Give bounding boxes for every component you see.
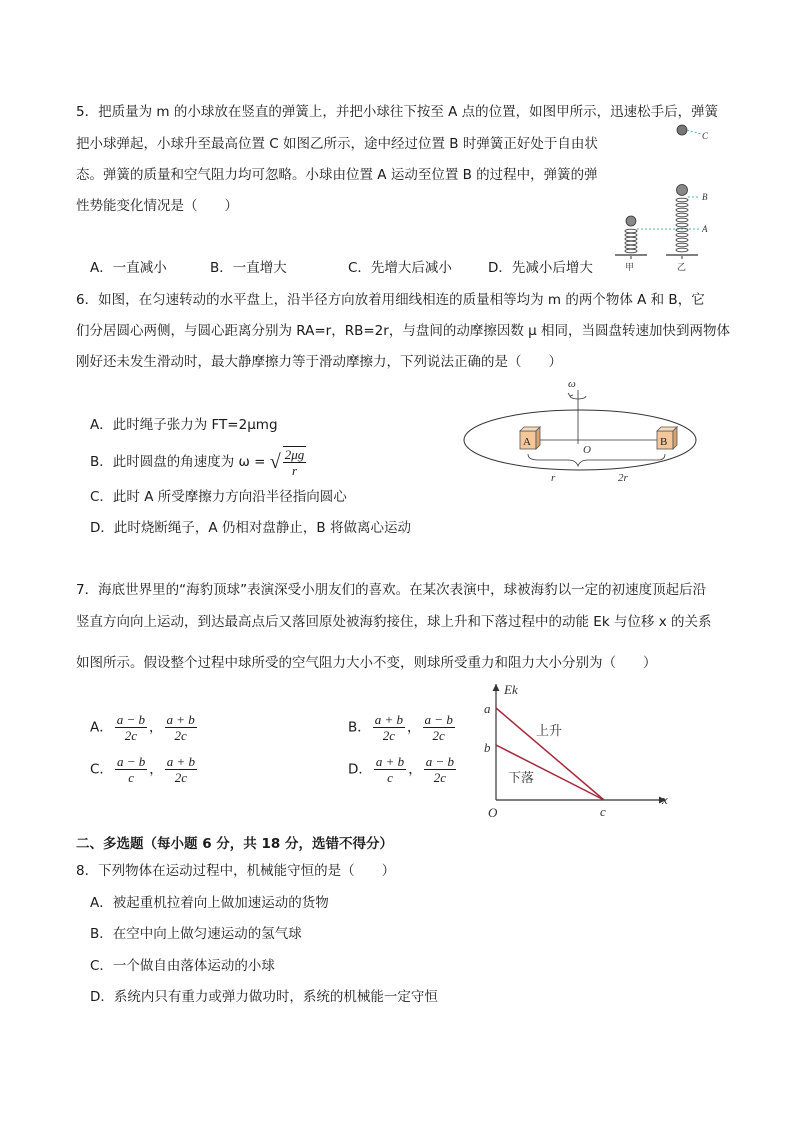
- label-jia: 甲: [625, 262, 635, 272]
- q6-line-3: 刚好还未发生滑动时，最大静摩擦力等于滑动摩擦力，下列说法正确的是（ ）: [76, 354, 562, 370]
- q7-a-f2-num: a + b: [166, 712, 195, 727]
- q7-b-f1-den: 2c: [382, 728, 396, 743]
- ball-jia-icon: [626, 216, 636, 226]
- q7-line-1: 7．海底世界里的“海豹顶球”表演深受小朋友们的喜欢。在某次表演中，球被海豹以一定的初速度顶起后沿: [76, 582, 707, 598]
- q7-energy-graph: [478, 676, 678, 822]
- label-c: C: [702, 131, 709, 141]
- q6-option-a: A．此时绳子张力为 FT=2μmg: [90, 417, 278, 433]
- q7-c-sep: ，: [149, 761, 163, 778]
- q5-line-4: 性势能变化情况是（ ）: [76, 198, 238, 214]
- sqrt-denominator: r: [291, 463, 298, 479]
- q7-b-f2-den: 2c: [432, 728, 445, 743]
- q7-option-d: [348, 754, 458, 785]
- q5-line-3: 态。弹簧的质量和空气阻力均可忽略。小球由位置 A 运动至位置 B 的过程中，弹簧的弹: [76, 167, 598, 183]
- q6-option-c: C．此时 A 所受摩擦力方向沿半径指向圆心: [90, 489, 347, 505]
- sqrt-expression: √ $\frac{2\mu g}{r}$: [269, 447, 305, 479]
- q5-line-1: 5．把质量为 m 的小球放在竖直的弹簧上，并把小球往下按至 A 点的位置，如图甲所示，迅速松手后，弹簧: [76, 104, 719, 120]
- q7-c-f2-den: 2c: [174, 770, 187, 785]
- q7-option-c: [90, 754, 199, 785]
- q7-option-a: [90, 712, 199, 743]
- distance-brace-icon: [528, 454, 665, 466]
- q7-b-sep: ，: [407, 719, 421, 736]
- tick-a-label: a: [484, 701, 491, 716]
- q8-stem: 8．下列物体在运动过程中，机械能守恒的是（ ）: [76, 863, 396, 879]
- q7-d-f2-den: 2c: [433, 770, 446, 785]
- q7-c-f2-num: a + b: [166, 754, 195, 769]
- q7-d-sep: ，: [408, 761, 422, 778]
- q7-b-f1-num: a + b: [374, 712, 404, 727]
- q5-option-a: A．一直减小: [90, 260, 167, 276]
- q7-d-f2-num: a − b: [425, 754, 454, 769]
- omega-label: ω: [568, 378, 576, 390]
- center-label: O: [583, 444, 591, 456]
- sqrt-numerator: 2μg: [284, 447, 305, 463]
- q7-d-f1-num: a + b: [375, 754, 405, 769]
- q7-option-b: [348, 712, 457, 743]
- q5-option-b: B．一直增大: [210, 260, 287, 276]
- origin-label: O: [488, 805, 498, 820]
- tick-c-label: c: [600, 804, 606, 819]
- q5-line-2: 把小球弹起，小球升至最高位置 C 如图乙所示，途中经过位置 B 时弹簧正好处于自由状: [76, 136, 598, 152]
- q7-c-f1-den: c: [128, 770, 134, 785]
- rise-label: 上升: [536, 723, 563, 738]
- q7-a-sep: ，: [149, 719, 163, 736]
- q6-line-2: 们分居圆心两侧，与圆心距离分别为 RA=r，RB=2r，与盘间的动摩擦因数 μ 相同，当圆盘转速加快到两物体: [76, 323, 730, 339]
- q5-option-c: C．先增大后减小: [348, 260, 452, 276]
- block-b-icon: [657, 427, 677, 449]
- q8-option-c: C．一个做自由落体运动的小球: [90, 958, 275, 974]
- tick-b-label: b: [484, 740, 491, 755]
- q8-option-d: D．系统内只有重力或弹力做功时，系统的机械能一定守恒: [90, 989, 438, 1005]
- y-axis-label: Ek: [504, 682, 518, 697]
- q6-disk-figure: [458, 374, 718, 494]
- q7-option-d-label: D．: [348, 761, 372, 778]
- q7-d-f1-den: c: [387, 770, 393, 785]
- distance-a-label: r: [551, 472, 556, 484]
- block-a-icon: [520, 427, 540, 449]
- q5-option-d: D．先减小后增大: [488, 260, 593, 276]
- label-b: B: [702, 192, 708, 202]
- q7-option-b-label: B．: [348, 719, 371, 736]
- q6-line-1: 6．如图，在匀速转动的水平盘上，沿半径方向放着用细线相连的质量相等均为 m 的两个物体 A 和 B，它: [76, 292, 705, 308]
- ball-yi-icon: [677, 185, 688, 196]
- q7-option-c-label: C．: [90, 761, 113, 778]
- q7-c-f1-num: a − b: [116, 754, 146, 769]
- label-yi: 乙: [677, 262, 687, 272]
- block-b-label: B: [660, 436, 668, 448]
- q7-option-a-label: A．: [90, 719, 113, 736]
- q8-option-b: B．在空中向上做匀速运动的氢气球: [90, 926, 302, 942]
- label-a: A: [702, 224, 708, 234]
- q6-option-b-text: B．此时圆盘的角速度为 ω =: [90, 454, 266, 471]
- q7-line-2: 竖直方向向上运动，到达最高点后又落回原处被海豹接住，球上升和下落过程中的动能 Ek 与位移 x 的关系: [76, 614, 712, 630]
- fall-label: 下落: [508, 770, 535, 785]
- spring-yi-icon: [676, 198, 688, 252]
- q7-a-f1-den: 2c: [124, 728, 138, 743]
- q8-option-a: A．被起重机拉着向上做加速运动的货物: [90, 895, 329, 911]
- section-title: 二、多选题（每小题 6 分，共 18 分，选错不得分）: [76, 836, 393, 852]
- q5-spring-figure: [605, 118, 720, 278]
- block-a-label: A: [523, 436, 531, 448]
- q7-a-f2-den: 2c: [174, 728, 187, 743]
- spring-jia-icon: [625, 229, 637, 253]
- distance-b-label: 2r: [618, 472, 628, 484]
- q6-option-d: D．此时烧断绳子，A 仍相对盘静止，B 将做离心运动: [90, 520, 411, 536]
- q7-a-f1-num: a − b: [116, 712, 146, 727]
- q6-option-b: [90, 446, 308, 478]
- ball-c-icon: [677, 125, 687, 135]
- q7-b-f2-num: a − b: [424, 712, 453, 727]
- x-axis-label: x: [662, 792, 668, 807]
- q7-line-3: 如图所示。假设整个过程中球所受的空气阻力大小不变，则球所受重力和阻力大小分别为（ ）: [76, 655, 657, 671]
